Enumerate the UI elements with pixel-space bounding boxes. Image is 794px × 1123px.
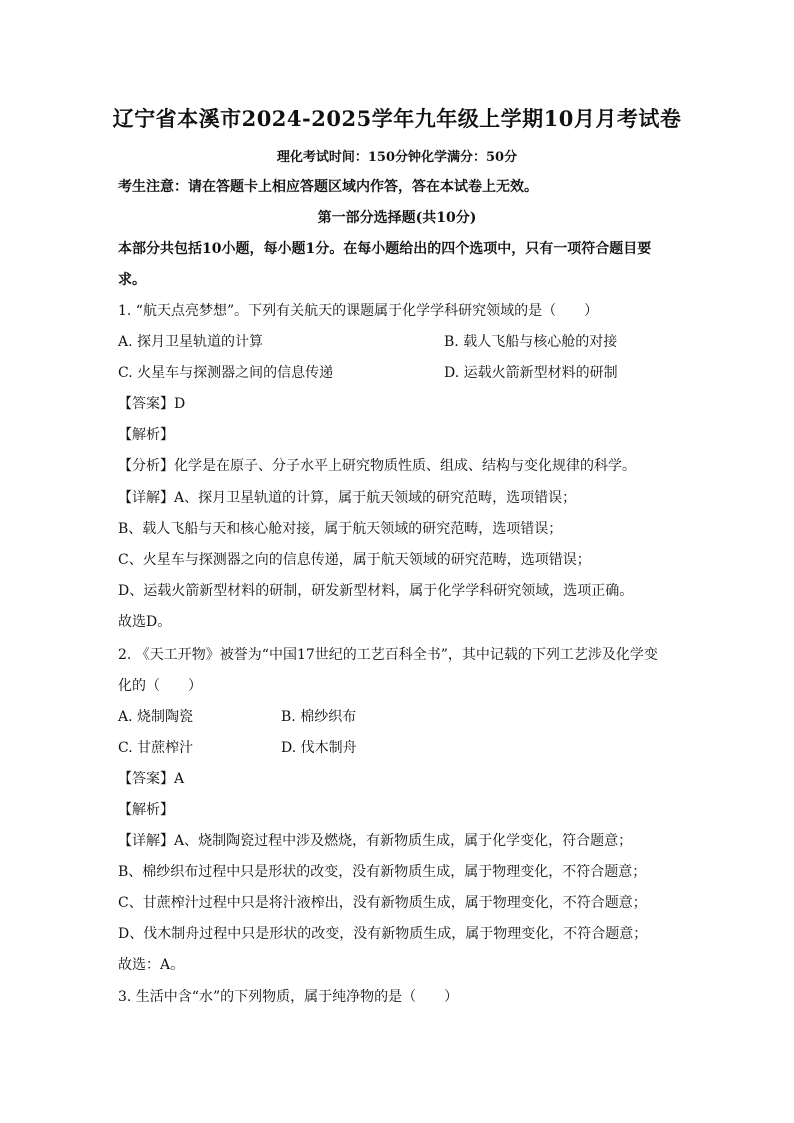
q2-option-b: B. 棉纱织布 [281,709,357,725]
q1-fenxi: 【分析】化学是在原子、分子水平上研究物质性质、组成、结构与变化规律的科学。 [118,458,636,474]
section-instruction-2: 求。 [118,272,146,288]
q1-option-a: A. 探月卫星轨道的计算 [118,334,264,350]
q2-conclusion: 故选：A。 [118,957,185,973]
q1-option-b: B. 载人飞船与核心舱的对接 [444,334,618,350]
q2-analysis-label: 【解析】 [118,802,174,818]
notice: 考生注意：请在答题卡上相应答题区域内作答，答在本试卷上无效。 [118,179,538,195]
q1-option-d: D. 运载火箭新型材料的研制 [444,365,618,381]
q2-detail-b: B、棉纱织布过程中只是形状的改变，没有新物质生成，属于物理变化，不符合题意； [118,864,647,880]
q2-option-c: C. 甘蔗榨汁 [118,740,194,756]
q1-detail-b: B、载人飞船与天和核心舱对接，属于航天领域的研究范畴，选项错误； [118,521,563,537]
exam-subtitle: 理化考试时间：150分钟化学满分：50分 [276,150,518,165]
q1-answer: 【答案】D [118,396,186,412]
q1-stem: 1. “航天点亮梦想”。下列有关航天的课题属于化学学科研究领域的是（ ） [118,303,599,319]
q2-stem-line-2: 化的（ ） [118,678,202,694]
q1-analysis-label: 【解析】 [118,427,174,443]
q1-detail-c: C、火星车与探测器之向的信息传递，属于航天领域的研究范畴，选项错误； [118,552,591,568]
q2-answer: 【答案】A [118,771,185,787]
q2-detail-d: D、伐木制舟过程中只是形状的改变，没有新物质生成，属于物理变化，不符合题意； [118,926,648,942]
q2-detail-a: 【详解】A、烧制陶瓷过程中涉及燃烧，有新物质生成，属于化学变化，符合题意； [118,833,633,849]
q2-detail-c: C、甘蔗榨汁过程中只是将汁液榨出，没有新物质生成，属于物理变化，不符合题意； [118,895,647,911]
exam-title: 辽宁省本溪市2024-2025学年九年级上学期10月月考试卷 [112,106,682,131]
q1-detail-a: 【详解】A、探月卫星轨道的计算，属于航天领域的研究范畴，选项错误； [118,490,577,506]
section-instruction-1: 本部分共包括10小题，每小题1分。在每小题给出的四个选项中，只有一项符合题目要 [118,241,652,257]
q1-conclusion: 故选D。 [118,614,172,630]
q2-option-d: D. 伐木制舟 [281,740,357,756]
q1-detail-d: D、运载火箭新型材料的研制，研发新型材料，属于化学学科研究领域，选项正确。 [118,583,634,599]
q2-option-a: A. 烧制陶瓷 [118,709,194,725]
q2-stem-line-1: 2. 《天工开物》被誉为“中国17世纪的工艺百科全书”，其中记载的下列工艺涉及化学变 [118,647,658,663]
section-heading: 第一部分选择题(共10分) [317,210,477,226]
q3-stem: 3. 生活中含“水”的下列物质，属于纯净物的是（ ） [118,989,459,1005]
q1-option-c: C. 火星车与探测器之间的信息传递 [118,365,334,381]
